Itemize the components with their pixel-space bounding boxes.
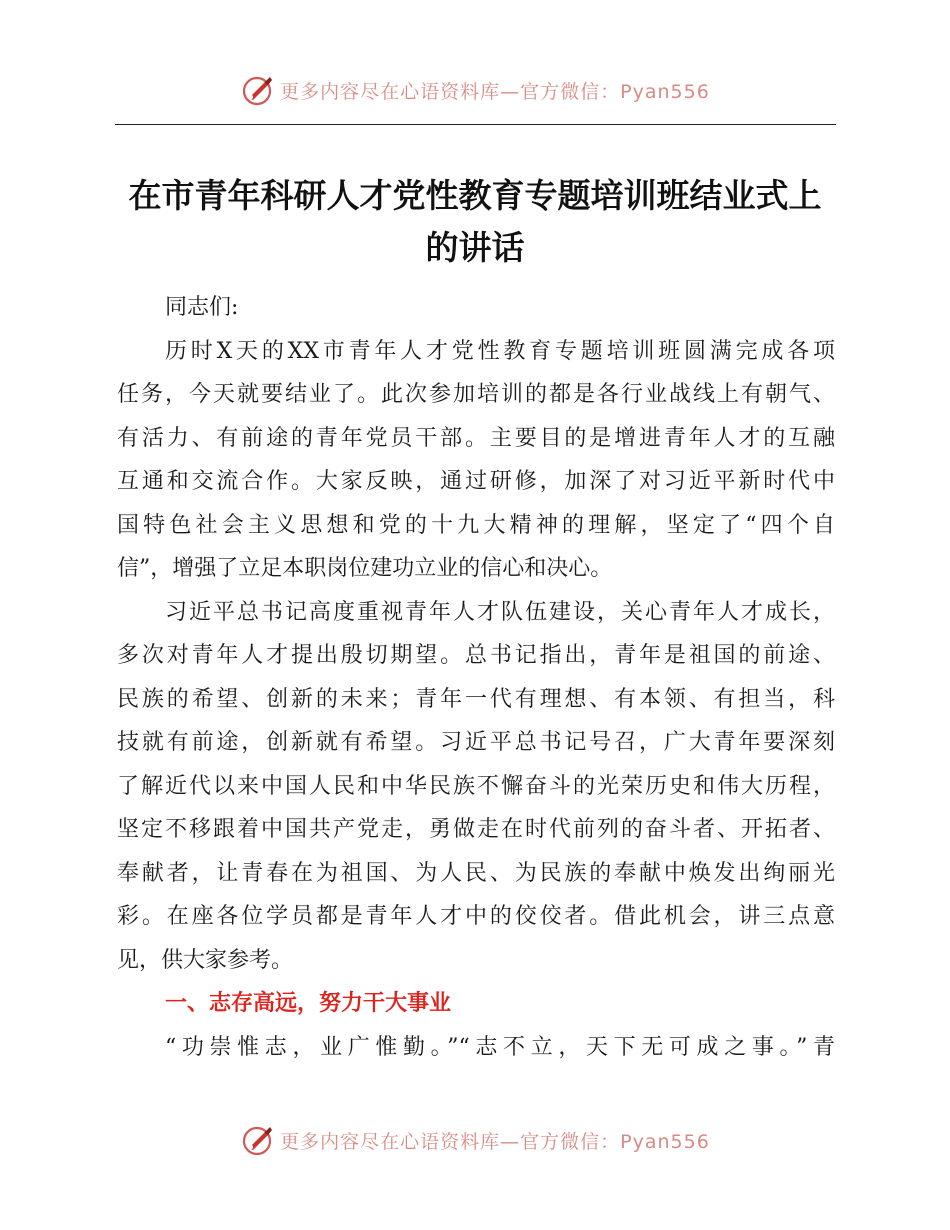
paragraph-line: 任务，今天就要结业了。此次参加培训的都是各行业战线上有朝气、 xyxy=(117,382,835,407)
paragraph-line: 历时X天的XX市青年人才党性教育专题培训班圆满完成各项 xyxy=(165,338,835,364)
paragraph-line: 民族的希望、创新的未来；青年一代有理想、有本领、有担当，科 xyxy=(117,686,835,712)
paragraph-line: 技就有前途，创新就有希望。习近平总书记号召，广大青年要深刻 xyxy=(117,730,835,755)
header-divider xyxy=(115,124,836,125)
paragraph-line: 有活力、有前途的青年党员干部。主要目的是增进青年人才的互融 xyxy=(117,425,835,451)
paragraph-line: 奉献者，让青春在为祖国、为人民、为民族的奉献中焕发出绚丽光 xyxy=(117,860,835,886)
paragraph-line: 见，供大家参考。 xyxy=(117,947,294,973)
paragraph-2 xyxy=(117,591,835,983)
paragraph-1 xyxy=(117,330,835,591)
footer-watermark xyxy=(0,1120,950,1160)
paragraph-3 xyxy=(117,1026,835,1070)
paragraph-line: 多次对青年人才提出殷切期望。总书记指出，青年是祖国的前途、 xyxy=(117,643,835,668)
paragraph-line: 坚定不移跟着中国共产党走，勇做走在时代前列的奋斗者、开拓者、 xyxy=(117,817,835,842)
paragraph-line: 了解近代以来中国人民和中华民族不懈奋斗的光荣历史和伟大历程， xyxy=(117,773,835,799)
watermark-text: 更多内容尽在心语资料库—官方微信：Pyan556 xyxy=(280,80,710,103)
section-heading: 一、志存高远，努力干大事业 xyxy=(165,991,452,1016)
title-line-2: 的讲话 xyxy=(425,228,525,267)
paragraph-line: 国特色社会主义思想和党的十九大精神的理解，坚定了“四个自 xyxy=(117,512,835,538)
paragraph-line: 信”，增强了立足本职岗位建功立业的信心和决心。 xyxy=(117,556,613,581)
paragraph-line: 习近平总书记高度重视青年人才队伍建设，关心青年人才成长， xyxy=(165,599,835,625)
paragraph-line: 互通和交流合作。大家反映，通过研修，加深了对习近平新时代中 xyxy=(117,469,835,494)
pen-logo-icon xyxy=(240,1122,276,1158)
paragraph-line: “功崇惟志，业广惟勤。”“志不立，天下无可成之事。”青 xyxy=(165,1034,835,1060)
watermark-text: 更多内容尽在心语资料库—官方微信：Pyan556 xyxy=(280,1130,710,1153)
salutation: 同志们: xyxy=(165,295,239,320)
title-line-1: 在市青年科研人才党性教育专题培训班结业式上 xyxy=(128,176,822,215)
header-watermark xyxy=(0,70,950,110)
document-body xyxy=(117,286,835,1069)
document-title xyxy=(100,170,850,274)
pen-logo-icon xyxy=(240,72,276,108)
paragraph-line: 彩。在座各位学员都是青年人才中的佼佼者。借此机会，讲三点意 xyxy=(117,904,835,929)
